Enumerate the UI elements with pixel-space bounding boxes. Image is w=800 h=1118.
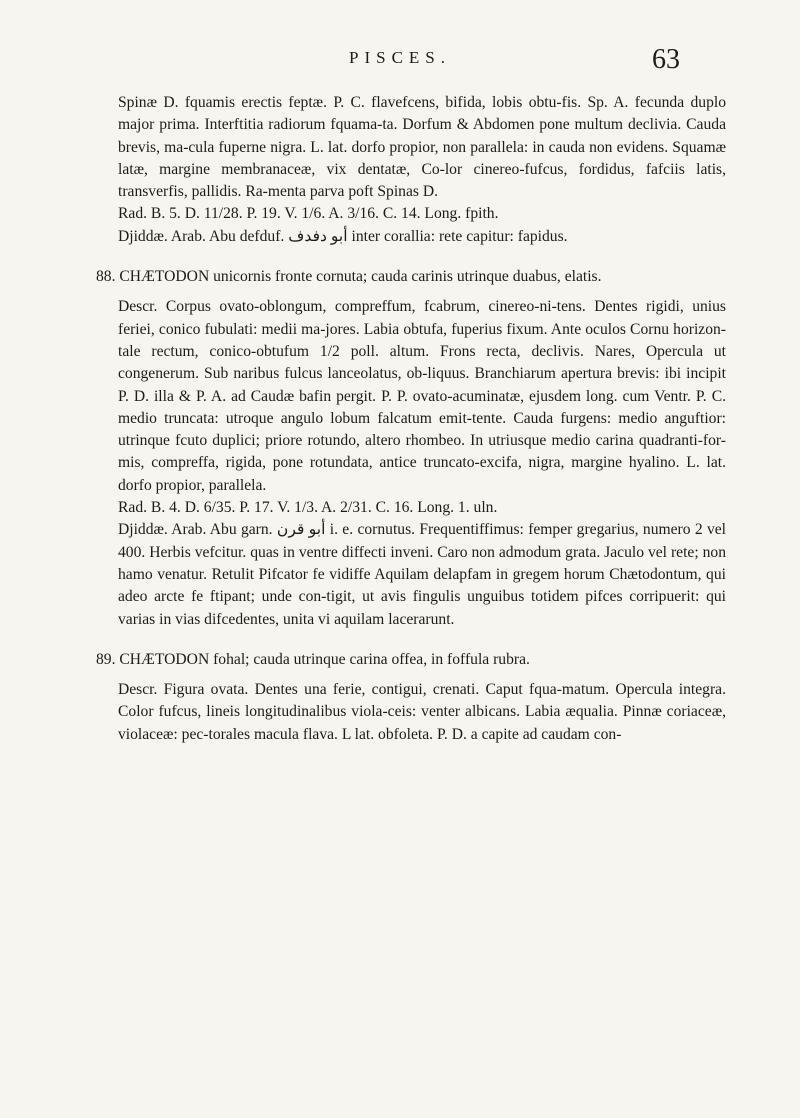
paragraph-radii-88: Rad. B. 4. D. 6/35. P. 17. V. 1/3. A. 2/31. C. 16. Long. 1. uln. — [118, 499, 498, 517]
entry-88-heading: 88. CHÆTODON unicornis fronte cornuta; cauda carinis utrinque duabus, elatis. — [96, 268, 602, 286]
paragraph-djiddae-abu-defduf: Djiddæ. Arab. Abu defduf. أبو دفدف inter corallia: rete capitur: fapidus. — [118, 227, 568, 245]
paragraph-descr-88: Descr. Corpus ovato-oblongum, compreffum, fcabrum, cinereo-ni-tens. Dentes rigidi, unius feriei, conico fubulati: medii ma-jores. Labia obtufa, fuperius fixum. Ante oculos Cornu horizon-tale rectum, conico-obtufum 1/2 poll. altum. Frons recta, declivis. Nares, Opercula ut congenerum. Sub naribus fulcus lanceolatus, ob-liquus. Branchiarum apertura brevis: ibi incipit P. D. illa & P. A. ad Caudæ bafin pergit. P. P. ovato-acuminatæ, ejusdem long. cum Ventr. P. C. medio truncata: utroque angulo lobum falcatum emit-tente. Cauda furgens: medio anguftior: utrinque fcuto duplici; priore rotundo, altero rhombeo. In utriusque medio carina quadranti-for-mis, compreffa, rigida, pone rotundata, antice truncato-excifa, nigra, margine hyalino. L. lat. dorfo propior, parallela. — [118, 298, 726, 494]
page-header — [0, 46, 800, 86]
paragraph-descr-89: Descr. Figura ovata. Dentes una ferie, contigui, crenati. Caput fqua-matum. Opercula integra. Color fufcus, lineis longitudinalibus viola-ceis: venter albicans. Labia æqualia. Pinnæ coriaceæ, violaceæ: pec-torales macula flava. L lat. obfoleta. P. D. a capite ad caudam con- — [118, 681, 726, 743]
entry-89-heading: 89. CHÆTODON fohal; cauda utrinque carina offea, in foffula rubra. — [96, 650, 530, 668]
paragraph-radii-formula: Rad. B. 5. D. 11/28. P. 19. V. 1/6. A. 3/16. C. 14. Long. fpith. — [118, 205, 499, 223]
paragraph-spinae-description: Spinæ D. fquamis erectis feptæ. P. C. flavefcens, bifida, lobis obtu-fis. Sp. A. fecunda duplo major prima. Interftitia radiorum fquama-ta. Dorfum & Abdomen pone multum declivia. Cauda brevis, ma-cula fuperne nigra. L. lat. dorfo propior, non parallela: in cauda non evidens. Squamæ latæ, margine membranaceæ, vix dentatæ, Co-lor cinereo-fufcus, fordidus, fafciis latis, transverfis, pallidis. Ra-menta parva poft Spinas D. — [118, 94, 726, 201]
page-number: 63 — [652, 44, 680, 75]
body-text — [96, 92, 726, 746]
running-head: PISCES. — [349, 48, 451, 67]
paragraph-djiddae-abu-garn: Djiddæ. Arab. Abu garn. أبو قرن i. e. cornutus. Frequentiffimus: femper gregarius, numero 2 vel 400. Herbis vefcitur. quas in ventre diffecti inveni. Caro non admodum grata. Jaculo vel rete; non hamo venatur. Retulit Pifcator fe vidiffe Aquilam delapfam in gregem horum Chætodontum, qui adeo arcte fe ftipant; unde con-tigit, ut avis fingulis unguibus totidem pifces corripuerit: qui varias in vias difcedentes, unita vi aquilam lacerarunt. — [118, 521, 726, 628]
